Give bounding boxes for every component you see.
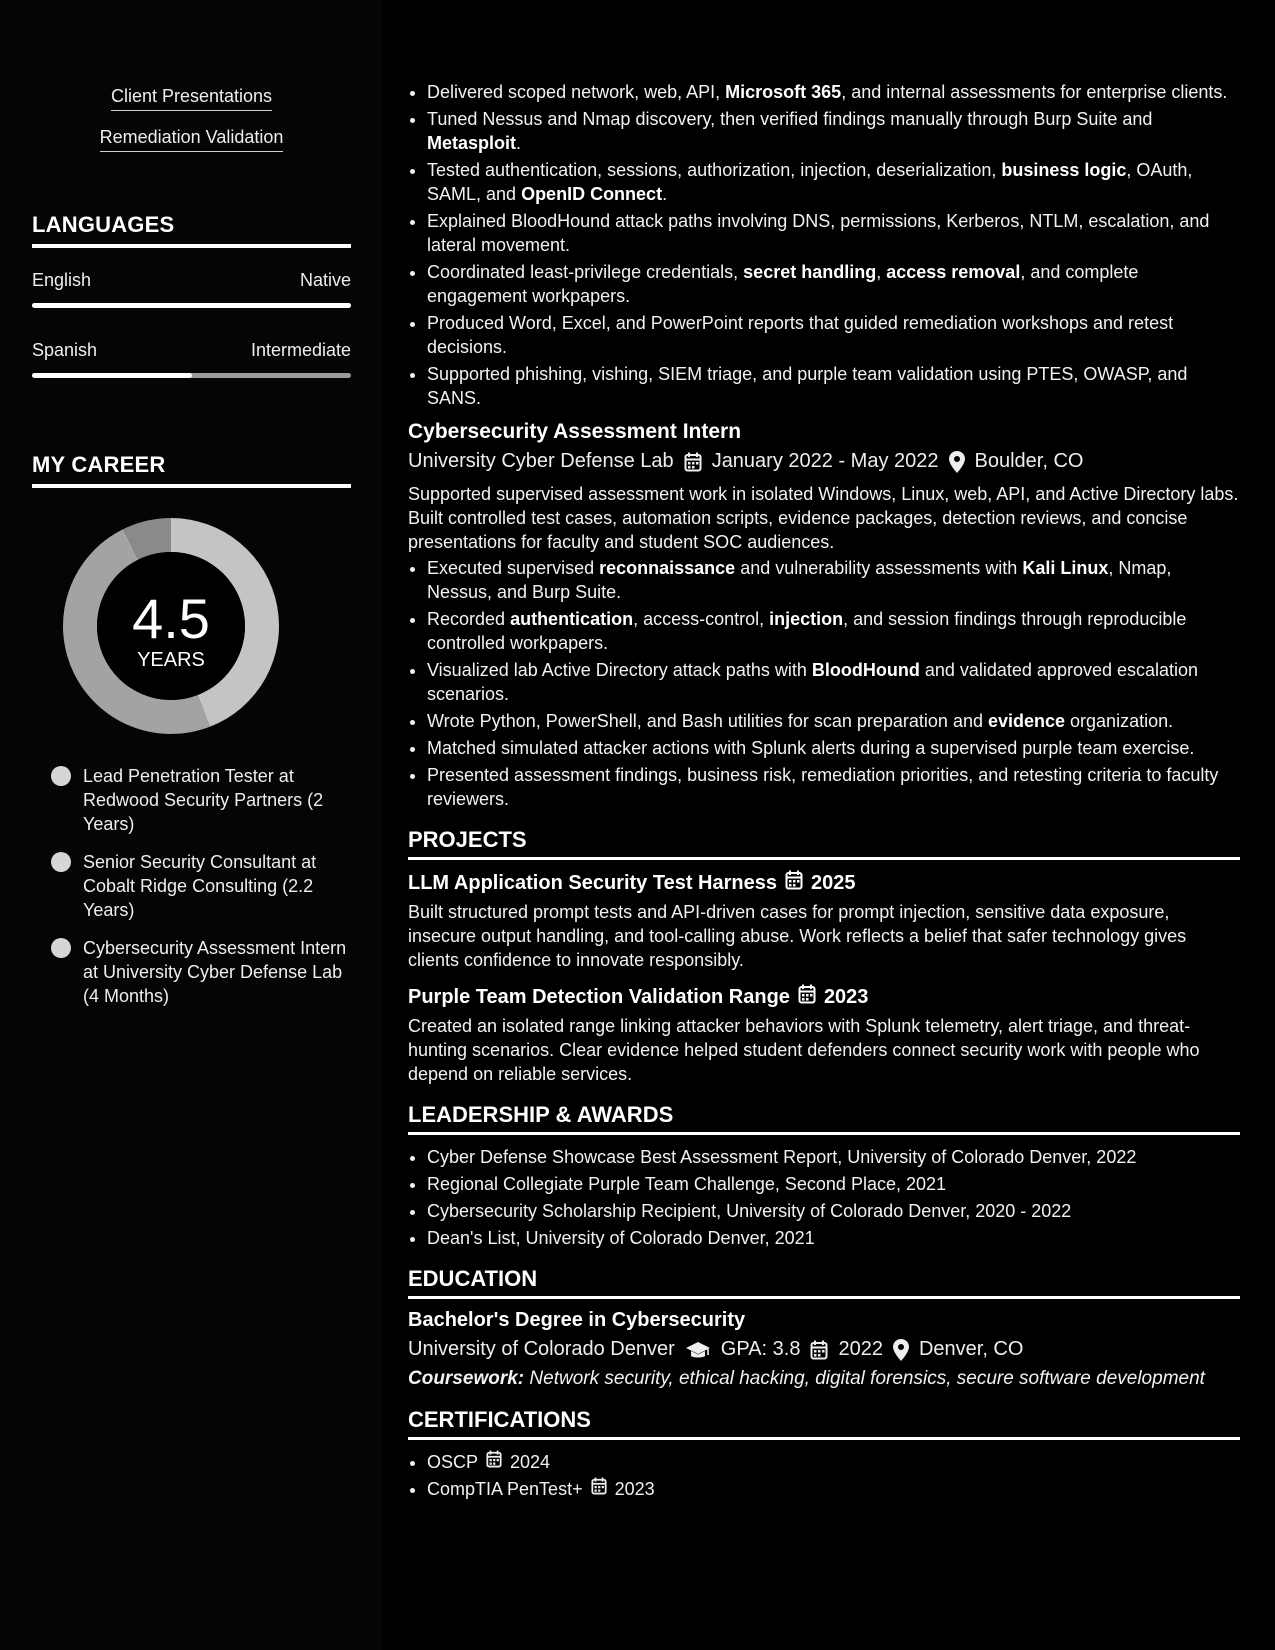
- leadership-section: [408, 1102, 1240, 1250]
- location-pin-icon: [893, 1339, 909, 1361]
- graduation-cap-icon: [685, 1340, 711, 1360]
- education-meta: [408, 1338, 1240, 1361]
- project-title: Purple Team Detection Validation Range: [408, 985, 790, 1008]
- calendar-icon: [591, 1477, 607, 1501]
- language-level: Intermediate: [250, 340, 351, 360]
- bullet-item: • Explained BloodHound attack paths involving DNS, permissions, Kerberos, NTLM, escalation, and lateral movement.: [427, 209, 1240, 257]
- career-donut-chart: [32, 508, 351, 748]
- leadership-list: [408, 1145, 1240, 1250]
- intern-role: [408, 420, 1240, 811]
- calendar-icon: [785, 870, 803, 896]
- language-proficiency-fill: [32, 373, 192, 378]
- project-year: 2023: [823, 985, 869, 1008]
- certification-item: [427, 1477, 1240, 1501]
- language-name: Spanish: [32, 340, 98, 360]
- project-description: Built structured prompt tests and API-driven cases for prompt injection, sensitive data exposure, insecure output handling, and tool-calling abuse. Work reflects a belief that safer technology gives clients confidence to innovate responsibly.: [408, 902, 1187, 970]
- education-coursework: [408, 1367, 1240, 1391]
- education-section: [408, 1266, 1240, 1391]
- language-level: Native: [299, 270, 351, 290]
- skill-link-remediation-validation[interactable]: Remediation Validation: [100, 127, 284, 152]
- education-school: University of Colorado Denver: [408, 1338, 675, 1360]
- language-name: English: [32, 270, 92, 290]
- bullet-item: • Executed supervised reconnaissance and vulnerability assessments with Kali Linux, Nmap, Nessus, and Burp Suite.: [427, 556, 1240, 604]
- bullet-item: • Presented assessment findings, business risk, remediation priorities, and retesting criteria to faculty reviewers.: [427, 763, 1240, 811]
- language-proficiency-fill: [32, 303, 351, 308]
- language-proficiency-bar: [32, 373, 351, 378]
- language-english: [32, 270, 351, 308]
- coursework-label: Coursework:: [408, 1368, 525, 1389]
- languages-heading: LANGUAGES: [32, 212, 351, 248]
- skill-link-client-presentations[interactable]: Client Presentations: [111, 86, 272, 111]
- bullet-item: • Visualized lab Active Directory attack paths with BloodHound and validated approved escalation scenarios.: [427, 658, 1240, 706]
- role-dates: January 2022 - May 2022: [711, 450, 939, 472]
- bullet-item: • Produced Word, Excel, and PowerPoint reports that guided remediation workshops and retest decisions.: [427, 311, 1240, 359]
- certification-item: [427, 1450, 1240, 1474]
- project-description: Created an isolated range linking attacker behaviors with Splunk telemetry, alert triage, and threat-hunting scenarios. Clear evidence helped student defenders connect security work with people who depend on reliable services.: [408, 1016, 1200, 1084]
- education-year: 2022: [838, 1338, 883, 1360]
- bullet-item: • Tested authentication, sessions, authorization, injection, deserialization, business logic, OAuth, SAML, and OpenID Connect.: [427, 158, 1240, 206]
- leadership-item: • Cybersecurity Scholarship Recipient, University of Colorado Denver, 2020 - 2022: [427, 1199, 1240, 1223]
- main-content: [408, 0, 1240, 1504]
- role-org: University Cyber Defense Lab: [408, 450, 674, 472]
- leadership-item: • Regional Collegiate Purple Team Challenge, Second Place, 2021: [427, 1172, 1240, 1196]
- career-item: Senior Security Consultant at Cobalt Ridge Consulting (2.2 Years): [51, 850, 351, 922]
- career-list: [32, 764, 351, 1008]
- previous-role-bullets: [408, 80, 1240, 410]
- calendar-icon: [798, 984, 816, 1010]
- leadership-heading: LEADERSHIP & AWARDS: [408, 1102, 1240, 1135]
- role-title: Cybersecurity Assessment Intern: [408, 420, 742, 443]
- project-year: 2025: [810, 871, 856, 894]
- bullet-item: • Supported phishing, vishing, SIEM triage, and purple team validation using PTES, OWASP, and SANS.: [427, 362, 1240, 410]
- certifications-heading: CERTIFICATIONS: [408, 1407, 1240, 1440]
- languages-section: [32, 212, 351, 378]
- intern-role-bullets: [408, 556, 1240, 811]
- career-total-unit: YEARS: [137, 649, 205, 671]
- projects-heading: PROJECTS: [408, 827, 1240, 860]
- bullet-item: • Delivered scoped network, web, API, Microsoft 365, and internal assessments for enterprise clients.: [427, 80, 1240, 104]
- bullet-item: • Matched simulated attacker actions with Splunk alerts during a supervised purple team exercise.: [427, 736, 1240, 760]
- education-heading: EDUCATION: [408, 1266, 1240, 1299]
- certifications-list: [408, 1450, 1240, 1501]
- certification-name: • CompTIA PenTest+: [427, 1479, 583, 1499]
- education-gpa: GPA: 3.8: [720, 1338, 801, 1360]
- career-item: Lead Penetration Tester at Redwood Security Partners (2 Years): [51, 764, 351, 836]
- certification-year: 2023: [614, 1479, 655, 1499]
- bullet-item: • Wrote Python, PowerShell, and Bash utilities for scan preparation and evidence organization.: [427, 709, 1240, 733]
- career-dot: [51, 766, 71, 786]
- education-degree: Bachelor's Degree in Cybersecurity: [408, 1309, 746, 1331]
- project-item: [408, 870, 1240, 972]
- coursework-text: Network security, ethical hacking, digital forensics, secure software development: [529, 1368, 1205, 1389]
- career-dot: [51, 852, 71, 872]
- career-item: Cybersecurity Assessment Intern at University Cyber Defense Lab (4 Months): [51, 936, 351, 1008]
- bullet-item: • Recorded authentication, access-control, injection, and session findings through reproducible controlled workpapers.: [427, 607, 1240, 655]
- role-meta: [408, 450, 1240, 473]
- career-total-value: 4.5: [132, 587, 210, 650]
- certification-year: 2024: [510, 1452, 551, 1472]
- calendar-icon: [810, 1340, 828, 1360]
- sidebar: [0, 0, 383, 1650]
- career-dot: [51, 938, 71, 958]
- bullet-item: • Tuned Nessus and Nmap discovery, then verified findings manually through Burp Suite and Metasploit.: [427, 107, 1240, 155]
- language-spanish: [32, 340, 351, 378]
- projects-section: [408, 827, 1240, 1086]
- role-location: Boulder, CO: [974, 450, 1084, 472]
- education-location: Denver, CO: [918, 1338, 1024, 1360]
- leadership-item: • Cyber Defense Showcase Best Assessment Report, University of Colorado Denver, 2022: [427, 1145, 1240, 1169]
- calendar-icon: [486, 1450, 502, 1474]
- location-pin-icon: [949, 451, 965, 473]
- career-section: [32, 452, 351, 1022]
- certification-name: • OSCP: [427, 1452, 479, 1472]
- language-proficiency-bar: [32, 303, 351, 308]
- leadership-item: • Dean's List, University of Colorado Denver, 2021: [427, 1226, 1240, 1250]
- role-summary: Supported supervised assessment work in isolated Windows, Linux, web, API, and Active Directory labs. Built controlled test cases, automation scripts, evidence packages, detection reviews, and concise presentations for faculty and student SOC audiences.: [408, 484, 1239, 552]
- project-item: [408, 984, 1240, 1086]
- certifications-section: [408, 1407, 1240, 1501]
- career-heading: MY CAREER: [32, 452, 351, 488]
- skills-links: [32, 86, 351, 152]
- bullet-item: • Coordinated least-privilege credentials, secret handling, access removal, and complete engagement workpapers.: [427, 260, 1240, 308]
- project-title: LLM Application Security Test Harness: [408, 871, 777, 894]
- calendar-icon: [684, 452, 702, 472]
